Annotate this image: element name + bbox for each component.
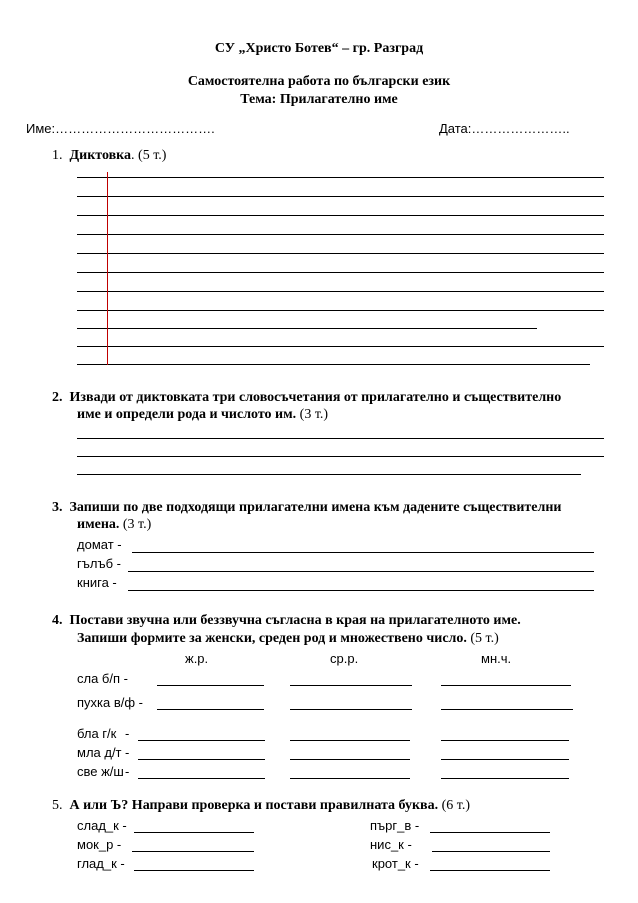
- task-title-line1: Извади от диктовката три словосъчетания от прилагателно и съществително: [69, 390, 562, 405]
- noun-item: домат -: [77, 537, 122, 552]
- answer-line[interactable]: [128, 590, 594, 591]
- task-title-line1: Запиши по две подходящи прилагателни имена към дадените съществителни: [69, 500, 562, 515]
- writing-line: [77, 364, 590, 365]
- answer-line[interactable]: [132, 552, 594, 553]
- answer-line[interactable]: [290, 685, 412, 686]
- noun-item: книга -: [77, 575, 117, 590]
- answer-line[interactable]: [157, 685, 264, 686]
- writing-line: [77, 272, 604, 273]
- task-points: (6 т.): [438, 798, 471, 813]
- answer-line[interactable]: [290, 740, 410, 741]
- answer-line[interactable]: [138, 740, 265, 741]
- name-label: Име:: [26, 121, 56, 136]
- column-neuter: ср.р.: [330, 651, 359, 666]
- word-item: глад_к -: [77, 856, 125, 871]
- writing-line: [77, 177, 604, 178]
- task-points: (3 т.): [296, 407, 329, 422]
- worksheet-topic: Тема: Прилагателно име: [240, 92, 398, 107]
- date-field[interactable]: [439, 121, 570, 136]
- writing-line: [77, 474, 581, 475]
- answer-line[interactable]: [134, 832, 254, 833]
- writing-line: [77, 328, 537, 329]
- answer-line[interactable]: [441, 778, 569, 779]
- word-item: нис_к -: [370, 837, 412, 852]
- answer-line[interactable]: [290, 759, 410, 760]
- task-title-line2: имена.: [77, 517, 120, 532]
- task-2-heading-line2: [77, 407, 328, 423]
- writing-line: [77, 346, 604, 347]
- answer-line[interactable]: [441, 685, 571, 686]
- column-feminine: ж.р.: [185, 651, 209, 666]
- answer-line[interactable]: [157, 709, 264, 710]
- writing-line: [77, 456, 604, 457]
- dash: -: [125, 726, 130, 741]
- date-label: Дата:: [439, 121, 472, 136]
- task-number: 4.: [52, 613, 63, 628]
- adjective-item: мла д/т: [77, 745, 122, 760]
- writing-line: [77, 215, 604, 216]
- word-item: слад_к -: [77, 818, 127, 833]
- task-title-line2: име и определи рода и числото им.: [77, 407, 297, 422]
- column-plural: мн.ч.: [481, 651, 512, 666]
- task-title-line2: Запиши формите за женски, среден род и множествено число.: [77, 631, 467, 646]
- school-header: СУ „Христо Ботев“ – гр. Разград: [214, 41, 424, 56]
- answer-line[interactable]: [138, 759, 265, 760]
- answer-line[interactable]: [290, 709, 412, 710]
- task-number: 3.: [52, 500, 63, 515]
- answer-line[interactable]: [441, 740, 569, 741]
- task-number: 2.: [52, 390, 63, 405]
- answer-line[interactable]: [430, 832, 550, 833]
- task-3-heading-line2: [77, 517, 151, 533]
- task-4-heading: [52, 613, 521, 629]
- word-item: пърг_в -: [370, 818, 420, 833]
- writing-line: [77, 234, 604, 235]
- answer-line[interactable]: [432, 851, 550, 852]
- writing-line: [77, 196, 604, 197]
- answer-line[interactable]: [138, 778, 265, 779]
- answer-line[interactable]: [290, 778, 410, 779]
- task-2-heading: [52, 390, 561, 406]
- margin-line: [107, 172, 108, 365]
- name-dots: ……………………………….: [55, 121, 215, 136]
- date-dots: …………………..: [471, 121, 570, 136]
- task-4-heading-line2: [77, 631, 499, 647]
- worksheet-title: Самостоятелна работа по български език: [187, 74, 451, 89]
- answer-line[interactable]: [430, 870, 550, 871]
- adjective-item: бла г/к: [77, 726, 117, 741]
- writing-line: [77, 438, 604, 439]
- answer-line[interactable]: [441, 709, 573, 710]
- adjective-item: све ж/ш: [77, 764, 124, 779]
- task-title: Диктовка: [69, 148, 132, 163]
- task-1-heading: [52, 148, 166, 164]
- word-item: крот_к -: [372, 856, 419, 871]
- answer-line[interactable]: [134, 870, 254, 871]
- writing-line: [77, 253, 604, 254]
- task-5-heading: [52, 798, 470, 814]
- writing-line: [77, 291, 604, 292]
- task-points: (5 т.): [466, 631, 499, 646]
- answer-line[interactable]: [132, 851, 254, 852]
- task-title: А или Ъ? Направи проверка и постави правилната буква.: [69, 798, 439, 813]
- adjective-item: сла б/п -: [77, 671, 128, 686]
- dash: -: [125, 764, 130, 779]
- task-points: (3 т.): [119, 517, 152, 532]
- task-title-line1: Постави звучна или беззвучна съгласна в края на прилагателното име.: [69, 613, 521, 628]
- word-item: мок_р -: [77, 837, 122, 852]
- answer-line[interactable]: [128, 571, 594, 572]
- task-number: 1.: [52, 148, 63, 163]
- writing-line: [77, 310, 604, 311]
- name-field[interactable]: [26, 121, 215, 136]
- adjective-item: пухка в/ф -: [77, 695, 144, 710]
- noun-item: гълъб -: [77, 556, 121, 571]
- task-3-heading: [52, 500, 561, 516]
- dash: -: [125, 745, 130, 760]
- task-number: 5.: [52, 798, 63, 813]
- task-points: . (5 т.): [131, 148, 167, 163]
- answer-line[interactable]: [441, 759, 569, 760]
